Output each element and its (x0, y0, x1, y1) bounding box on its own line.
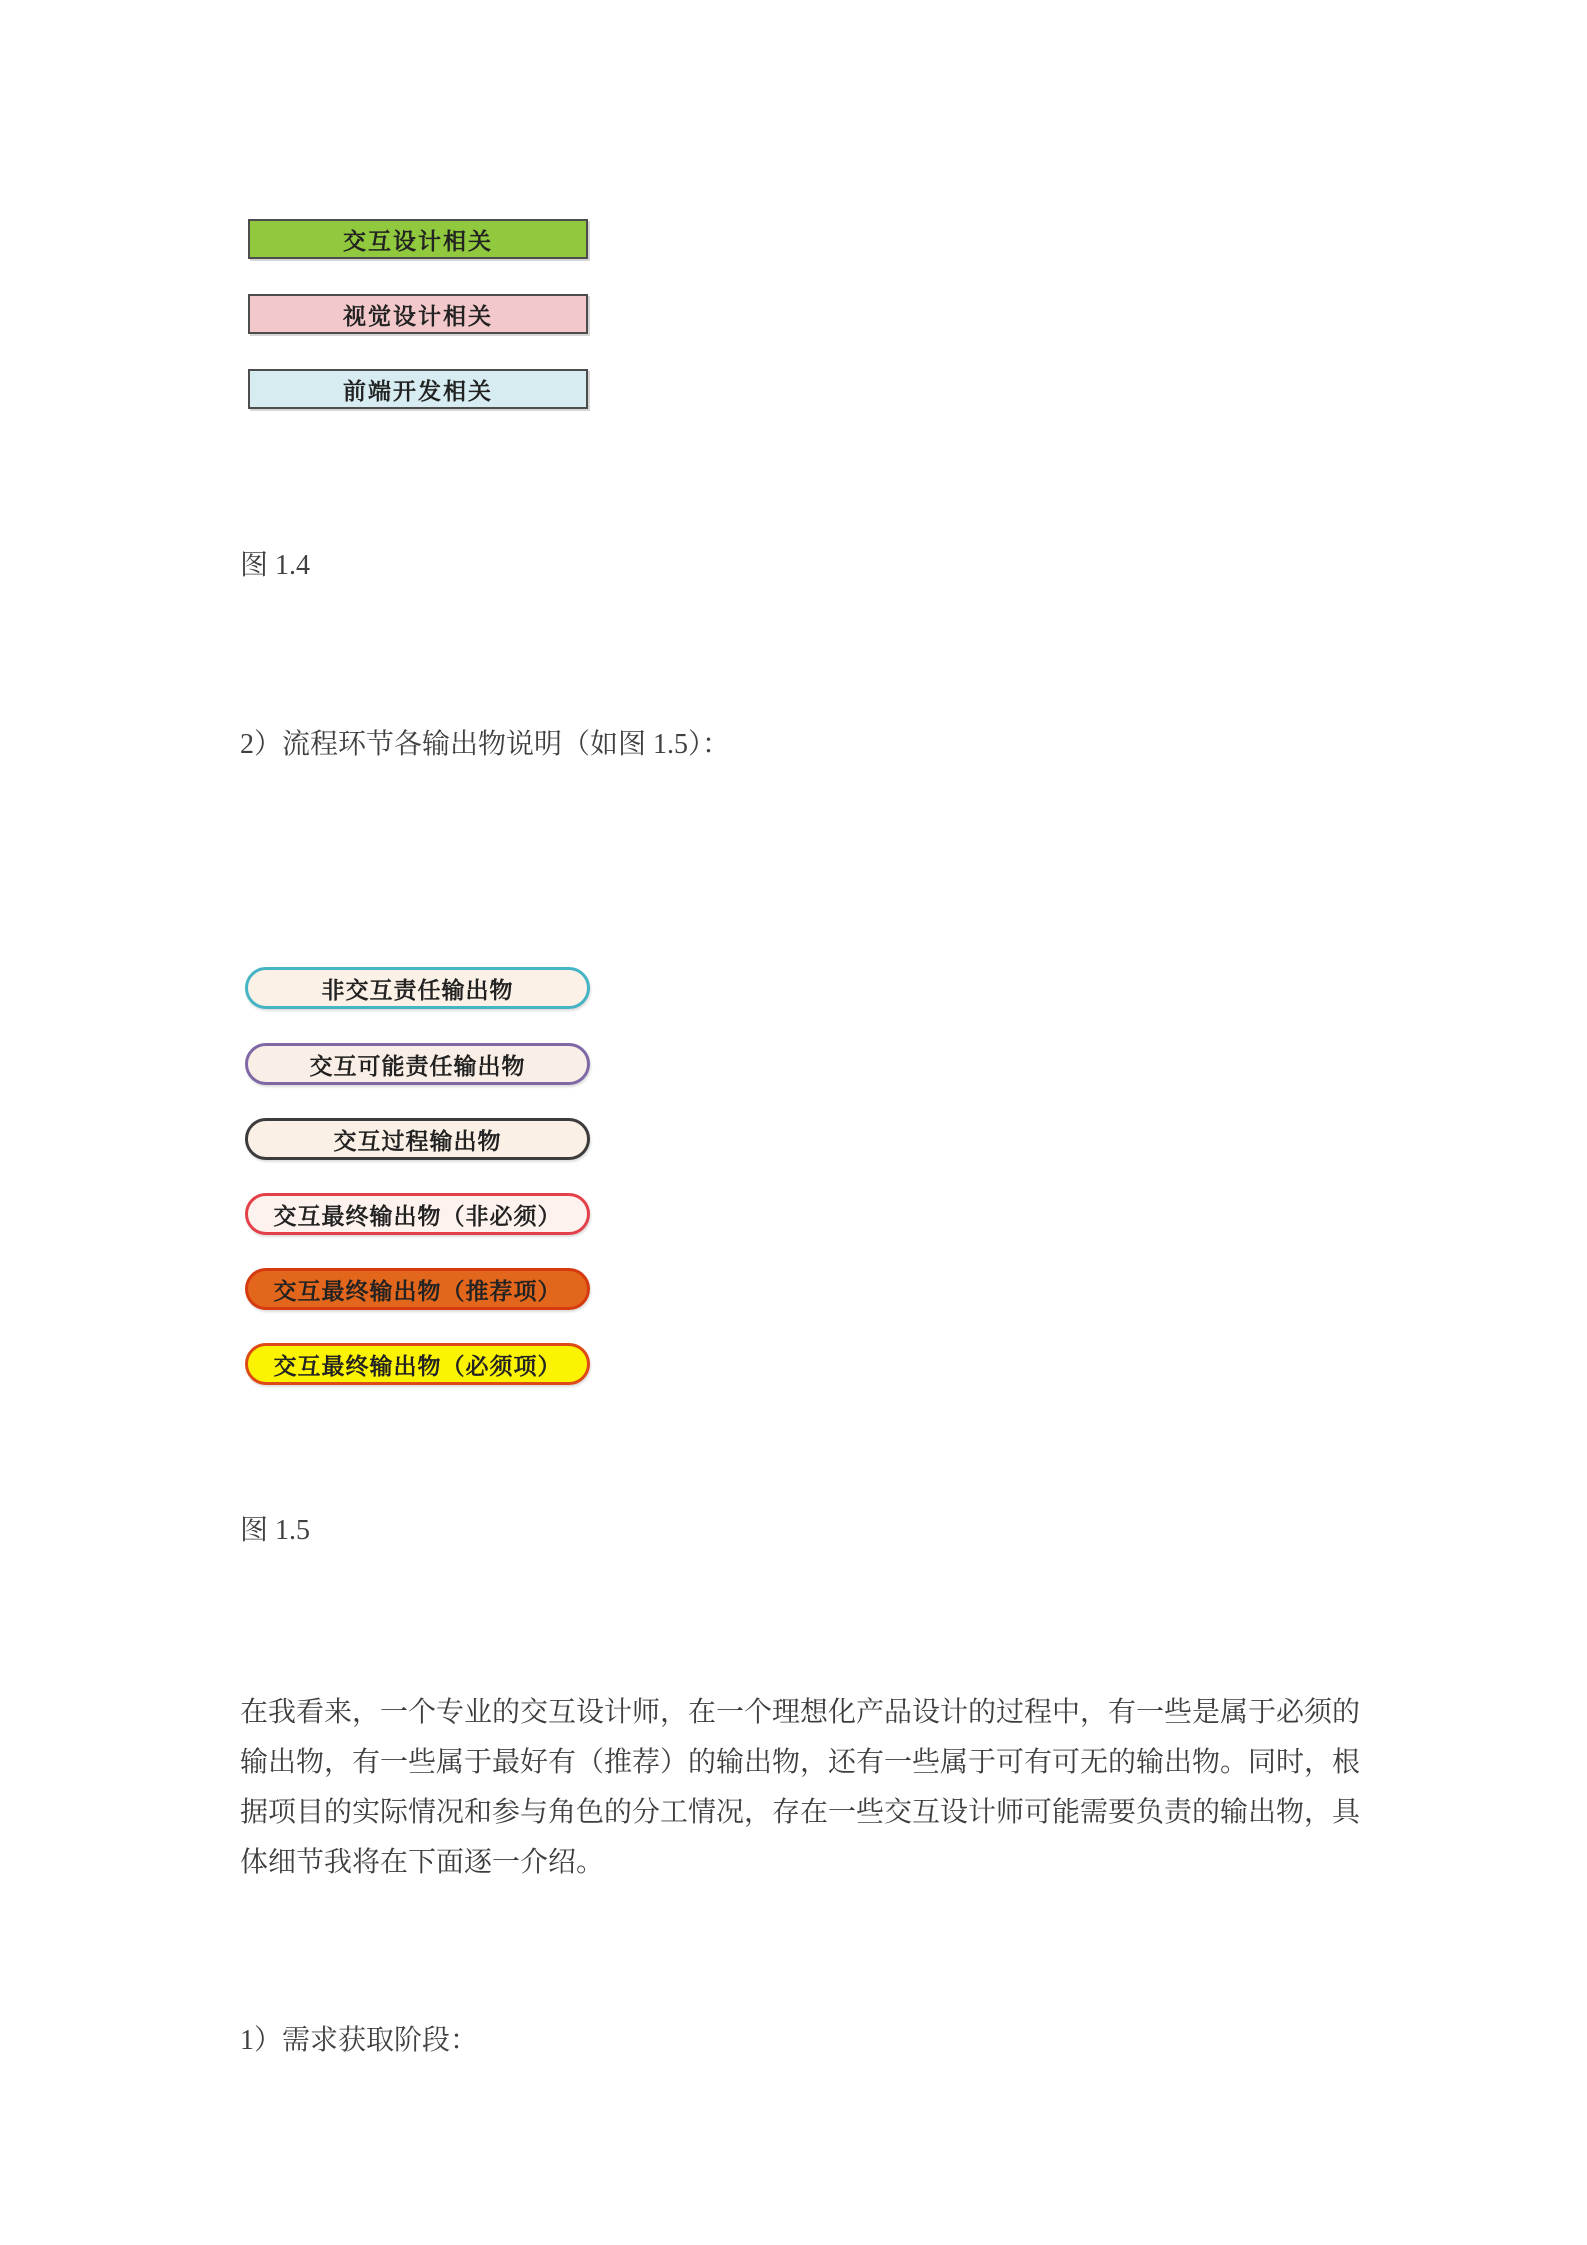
legend-pill-label: 交互最终输出物（推荐项） (273, 1277, 562, 1304)
legend-pill-possible-responsibility-output (245, 1043, 590, 1085)
legend-box-interaction-design-label: 交互设计相关 (343, 227, 493, 254)
legend-box-visual-design (248, 294, 588, 334)
legend-box-interaction-design (248, 219, 588, 259)
legend-pill-label: 交互过程输出物 (333, 1127, 502, 1154)
legend-pill-label: 非交互责任输出物 (321, 976, 514, 1003)
paragraph-line: 据项目的实际情况和参与角色的分工情况，存在一些交互设计师可能需要负责的输出物，具 (240, 1797, 1361, 1828)
figure-1-4-caption: 图 1.4 (240, 550, 311, 581)
legend-pill-final-output-recommended (245, 1268, 590, 1310)
legend-pill-final-output-optional (245, 1193, 590, 1235)
figure-1-5-caption: 图 1.5 (240, 1515, 311, 1546)
legend-pill-label: 交互最终输出物（非必须） (273, 1202, 562, 1229)
legend-pill-label: 交互可能责任输出物 (309, 1052, 526, 1079)
paragraph-line: 体细节我将在下面逐一介绍。 (240, 1847, 605, 1878)
legend-box-frontend-dev-label: 前端开发相关 (343, 377, 493, 404)
subsection-heading-requirements: 1）需求获取阶段： (240, 2025, 479, 2056)
body-paragraph (240, 1688, 1360, 1888)
legend-pill-process-output (245, 1118, 590, 1160)
paragraph-line: 在我看来，一个专业的交互设计师，在一个理想化产品设计的过程中，有一些是属于必须的 (240, 1697, 1361, 1728)
legend-box-frontend-dev (248, 369, 588, 409)
legend-pill-non-interaction-responsibility-output (245, 967, 590, 1009)
legend-pill-label: 交互最终输出物（必须项） (273, 1352, 562, 1379)
legend-pill-final-output-required (245, 1343, 590, 1385)
paragraph-line: 输出物，有一些属于最好有（推荐）的输出物，还有一些属于可有可无的输出物。同时，根 (240, 1747, 1361, 1778)
section-heading-outputs: 2）流程环节各输出物说明（如图 1.5）： (240, 729, 731, 760)
legend-box-visual-design-label: 视觉设计相关 (343, 302, 493, 329)
